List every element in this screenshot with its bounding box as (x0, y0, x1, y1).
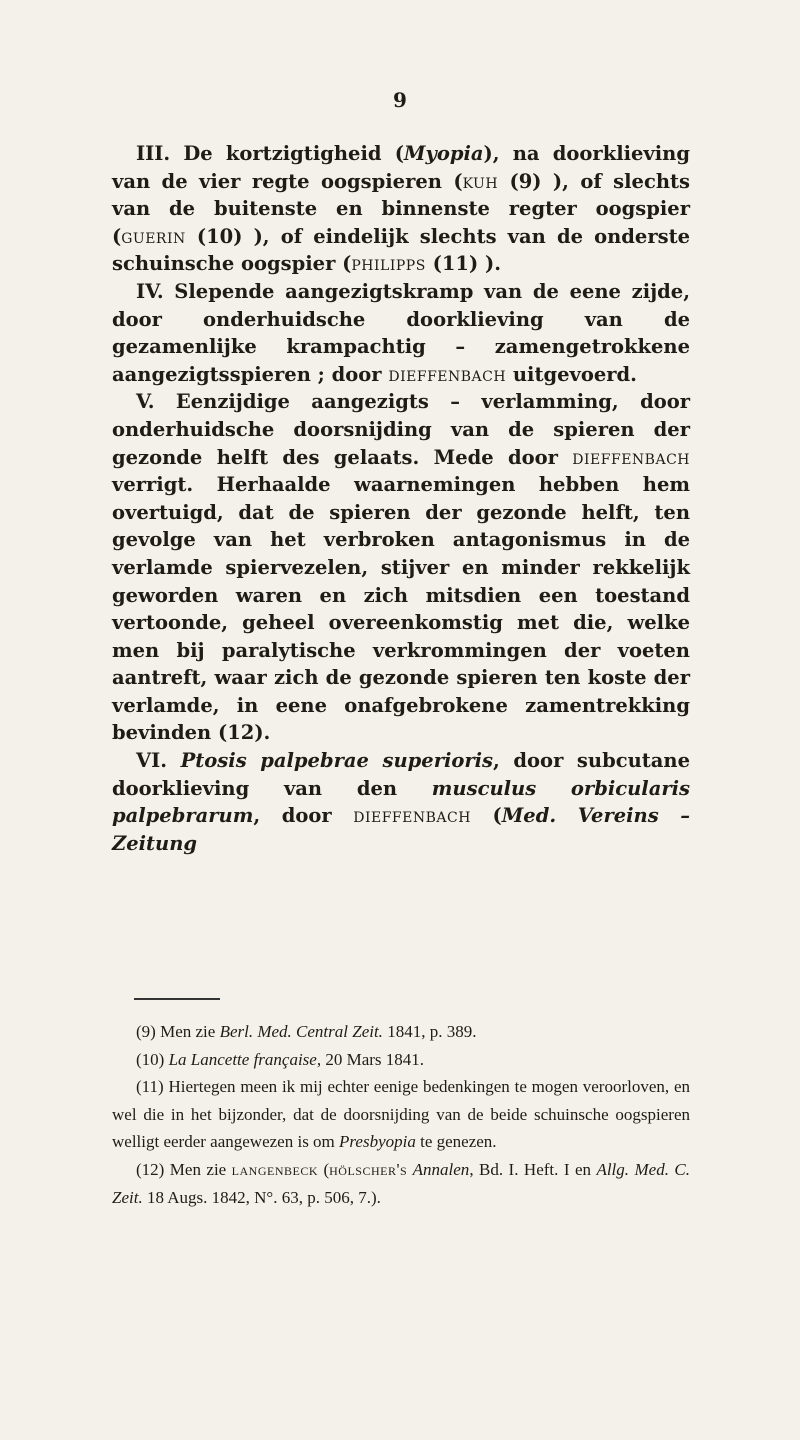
footnote-12: (12) Men zie langenbeck (hölscher's Annalen, Bd. I. Heft. I en Allg. Med. C. Zeit. 18 Augs. 1842, N°. 63, p. 506, 7.). (112, 1159, 690, 1207)
author-dieffenbach: dieffenbach (572, 445, 690, 469)
footnote-number: (10) (136, 1049, 165, 1069)
footnote-source: Presbyopia (339, 1132, 416, 1152)
author-langenbeck: langenbeck (231, 1159, 318, 1179)
paragraph-iv: IV. Slepende aangezigtskramp van de eene zijde, door onderhuidsche doorklieving van de gezamenlijke krampachtig – zamengetrokkene aangezigtsspieren ; door dieffenbach uitgevoerd. (112, 279, 690, 386)
author-holscher: hölscher's (329, 1159, 408, 1179)
footnote-9: (9) Men zie Berl. Med. Central Zeit. 1841, p. 389. (136, 1022, 477, 1041)
footnote-11: (11) Hiertegen meen ik mij echter eenige bedenkingen te mogen veroorloven, en wel die in het bijzonder, dat de doorsnijding van de beide schuinsche oogspieren welligt eerder aangewezen is om Presbyopia te genezen. (112, 1077, 690, 1152)
footnote-source: Berl. Med. Central Zeit. (219, 1022, 383, 1041)
author-dieffenbach: dieffenbach (353, 804, 471, 828)
footnote-10: (10) La Lancette française, 20 Mars 1841. (136, 1049, 425, 1069)
footnotes (112, 1018, 690, 1211)
author-kuh: kuh (462, 169, 499, 193)
author-dieffenbach: dieffenbach (388, 362, 507, 386)
term-myopia: Myopia (403, 142, 484, 165)
main-text (112, 140, 690, 857)
footnote-number: (12) (136, 1159, 165, 1179)
paragraph-iii: III. De kortzigtigheid (Myopia), na doorklieving van de vier regte oogspieren (kuh (9) ), of slechts van de buitenste en binnenste regter oogspier (guerin (10) ), of eindelijk slechts van de onderste schuinsche oogspier (philipps (11) ). (112, 142, 690, 276)
paragraph-vi: VI. Ptosis palpebrae superioris, door subcutane doorklieving van den musculus orbicularis palpebrarum, door dieffenbach (Med. Vereins – Zeitung (112, 749, 691, 855)
footnote-number: (9) (136, 1022, 156, 1041)
author-philipps: philipps (351, 252, 426, 276)
page-number: 9 (393, 88, 407, 112)
term-ptosis: Ptosis palpebrae superioris (180, 749, 494, 773)
term-musculus: musculus orbicularis palpebrarum (112, 776, 690, 828)
footnote-source: Allg. Med. C. Zeit. (112, 1159, 690, 1207)
footnote-source: Annalen (412, 1159, 470, 1179)
footnote-number: (11) (136, 1077, 164, 1097)
footnote-divider (134, 998, 220, 1000)
author-guerin: guerin (121, 224, 186, 248)
footnote-source: La Lancette française (168, 1049, 317, 1069)
paragraph-v: V. Eenzijdige aangezigts – verlamming, door onderhuidsche doorsnijding van de spieren der gezonde helft des gelaats. Mede door dieffenbach verrigt. Herhaalde waarnemingen hebben hem overtuigd, dat de spieren der gezonde helft, ten gevolge van het verbroken antagonismus in de verlamde spiervezelen, stijver en minder rekkelijk geworden waren en zich mitsdien een toestand vertoonde, geheel overeenkomstig met die, welke men bij paralytische verkrommingen der voeten aantreft, waar zich de gezonde spieren ten koste der verlamde, in eene onafgebrokene zamentrekking bevinden (12). (112, 390, 690, 745)
journal-title: Med. Vereins – Zeitung (112, 804, 691, 855)
